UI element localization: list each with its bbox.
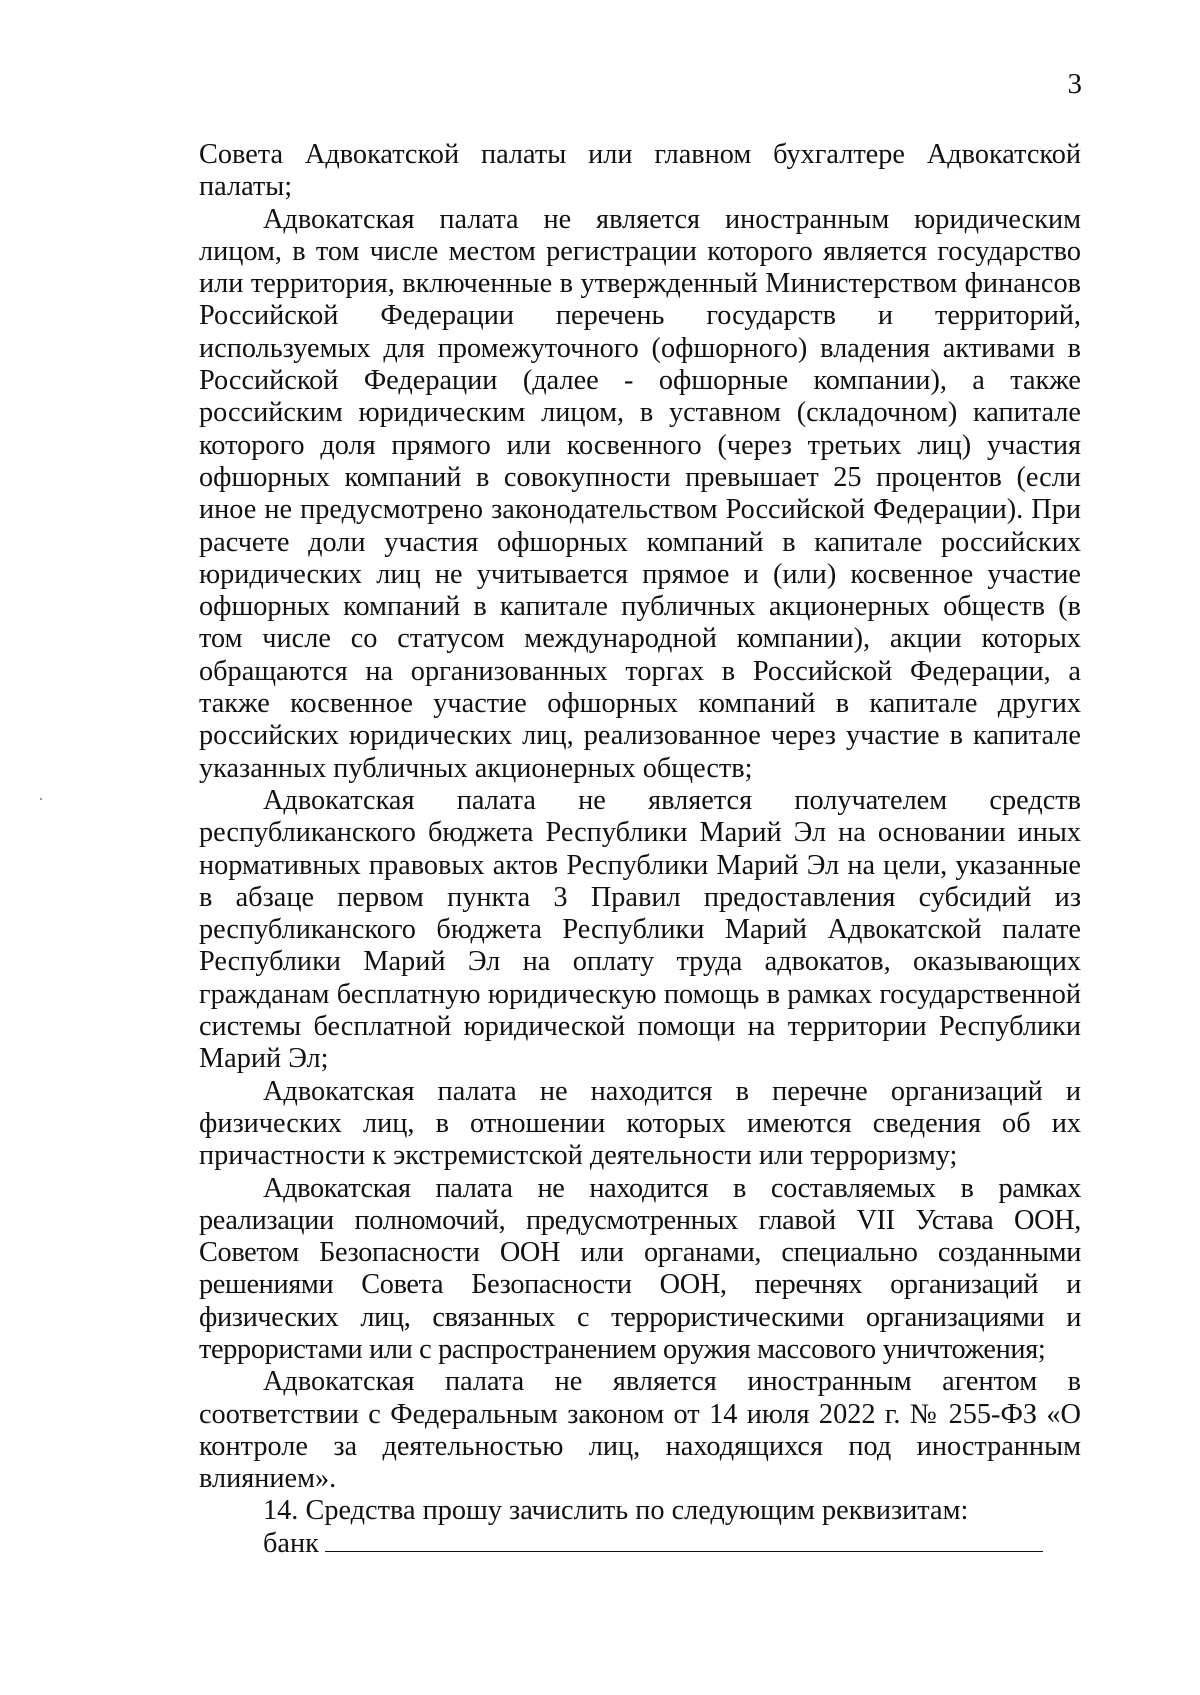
paragraph-continuation: Совета Адвокатской палаты или главном бухгалтере Адвокатской палаты;: [199, 139, 1081, 203]
paragraph-not-foreign-agent: Адвокатская палата не является иностранным агентом в соответствии с Федеральным законом от 14 июля 2022 г. № 255-ФЗ «О контроле за деятельностью лиц, находящихся под иностранным влиянием».: [199, 1366, 1081, 1495]
bank-label: банк: [263, 1527, 319, 1559]
paragraph-not-un-list: Адвокатская палата не находится в составляемых в рамках реализации полномочий, предусмотренных главой VII Устава ООН, Советом Безопасности ООН или органами, специально созданными решениями Совета Безопасности ООН, перечнях организаций и физических лиц, связанных с террористическими организациями и террористами или с распространением оружия массового уничтожения;: [199, 1172, 1081, 1365]
page-number: 3: [1067, 68, 1082, 100]
scan-speck: [40, 798, 42, 800]
bank-field-row: [263, 1528, 1043, 1560]
paragraph-not-foreign-entity: Адвокатская палата не является иностранным юридическим лицом, в том числе местом регистрации которого является государство или территория, включенные в утвержденный Министерством финансов Российской Федерации перечень государств и территорий, используемых для промежуточного (офшорного) владения активами в Российской Федерации (далее - офшорные компании), а также российским юридическим лицом, в уставном (складочном) капитале которого доля прямого или косвенного (через третьих лиц) участия офшорных компаний в совокупности превышает 25 процентов (если иное не предусмотрено законодательством Российской Федерации). При расчете доли участия офшорных компаний в капитале российских юридических лиц не учитывается прямое и (или) косвенное участие офшорных компаний в капитале публичных акционерных обществ (в том числе со статусом международной компании), акции которых обращаются на организованных торгах в Российской Федерации, а также косвенное участие офшорных компаний в капитале других российских юридических лиц, реализованное через участие в капитале указанных публичных акционерных обществ;: [199, 203, 1081, 784]
paragraph-14-requisites: 14. Средства прошу зачислить по следующим реквизитам:: [263, 1495, 969, 1527]
bank-blank-line: [325, 1529, 1043, 1552]
paragraph-not-budget-recipient: Адвокатская палата не является получателем средств республиканского бюджета Республики Марий Эл на основании иных нормативных правовых актов Республики Марий Эл на цели, указанные в абзаце первом пункта 3 Правил предоставления субсидий из республиканского бюджета Республики Марий Адвокатской палате Республики Марий Эл на оплату труда адвокатов, оказывающих гражданам бесплатную юридическую помощь в рамках государственной системы бесплатной юридической помощи на территории Республики Марий Эл;: [199, 784, 1081, 1075]
paragraph-not-extremism-list: Адвокатская палата не находится в перечне организаций и физических лиц, в отношении которых имеются сведения об их причастности к экстремистской деятельности или терроризму;: [199, 1075, 1081, 1172]
document-body: [199, 139, 1081, 1560]
